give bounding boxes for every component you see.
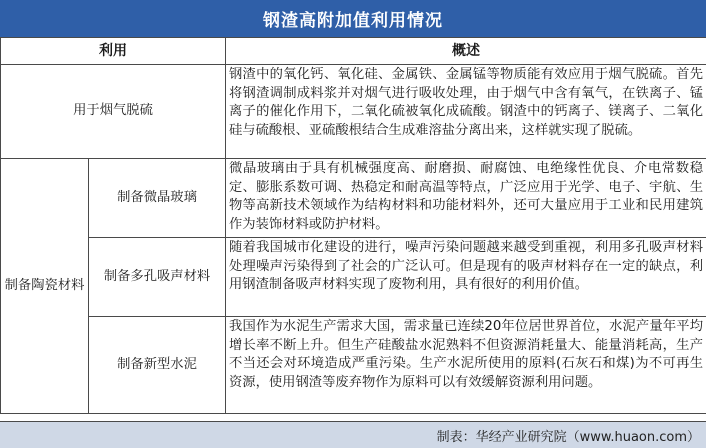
row-label-sound-absorbing: 制备多孔吸声材料 xyxy=(89,238,226,317)
table-title: 钢渣高附加值利用情况 xyxy=(0,0,706,37)
row-label-glass-ceramic: 制备微晶玻璃 xyxy=(89,159,226,238)
table-row xyxy=(1,159,706,238)
table-header-row xyxy=(1,38,706,65)
row-label-cement: 制备新型水泥 xyxy=(89,317,226,414)
table-row xyxy=(1,65,706,159)
table-row xyxy=(1,317,706,414)
table-row xyxy=(1,238,706,317)
header-overview: 概述 xyxy=(226,38,706,65)
row-desc-cement: 我国作为水泥生产需求大国，需求量已连续20年位居世界首位，水泥产量年平均增长率不断上升。但生产硅酸盐水泥熟料不但资源消耗量大、能量消耗高，生产不当还会对环境造成严重污染。生产水泥所使用的原料(石灰石和煤)为不可再生资源，使用钢渣等废弃物作为原料可以有效缓解资源利用问题。 xyxy=(226,317,706,414)
header-utilization: 利用 xyxy=(1,38,226,65)
group-label-ceramic: 制备陶瓷材料 xyxy=(1,159,89,414)
source-footer: 制表：华经产业研究院（www.huaon.com） xyxy=(0,421,706,448)
row-desc-glass-ceramic: 微晶玻璃由于具有机械强度高、耐磨损、耐腐蚀、电绝缘性优良、介电常数稳定、膨胀系数可调、热稳定和耐高温等特点，广泛应用于光学、电子、宇航、生物等高新技术领域作为结构材料和功能材料外，还可大量应用于工业和民用建筑作为装饰材料或防护材料。 xyxy=(226,159,706,238)
utilization-table xyxy=(0,37,706,414)
row-label-desulfurization: 用于烟气脱硫 xyxy=(1,65,226,159)
row-desc-desulfurization: 钢渣中的氧化钙、氧化硅、金属铁、金属锰等物质能有效应用于烟气脱硫。首先将钢渣调制成料浆并对烟气进行吸收处理，由于烟气中含有氧气，在铁离子、锰离子的催化作用下，二氧化硫被氧化成硫酸。钢渣中的钙离子、镁离子、二氧化硅与硫酸根、亚硫酸根结合生成难溶盐分离出来，这样就实现了脱硫。 xyxy=(226,65,706,159)
row-desc-sound-absorbing: 随着我国城市化建设的进行，噪声污染问题越来越受到重视，利用多孔吸声材料处理噪声污染得到了社会的广泛认可。但是现有的吸声材料存在一定的缺点，利用钢渣制备吸声材料实现了废物利用，具有很好的利用价值。 xyxy=(226,238,706,317)
